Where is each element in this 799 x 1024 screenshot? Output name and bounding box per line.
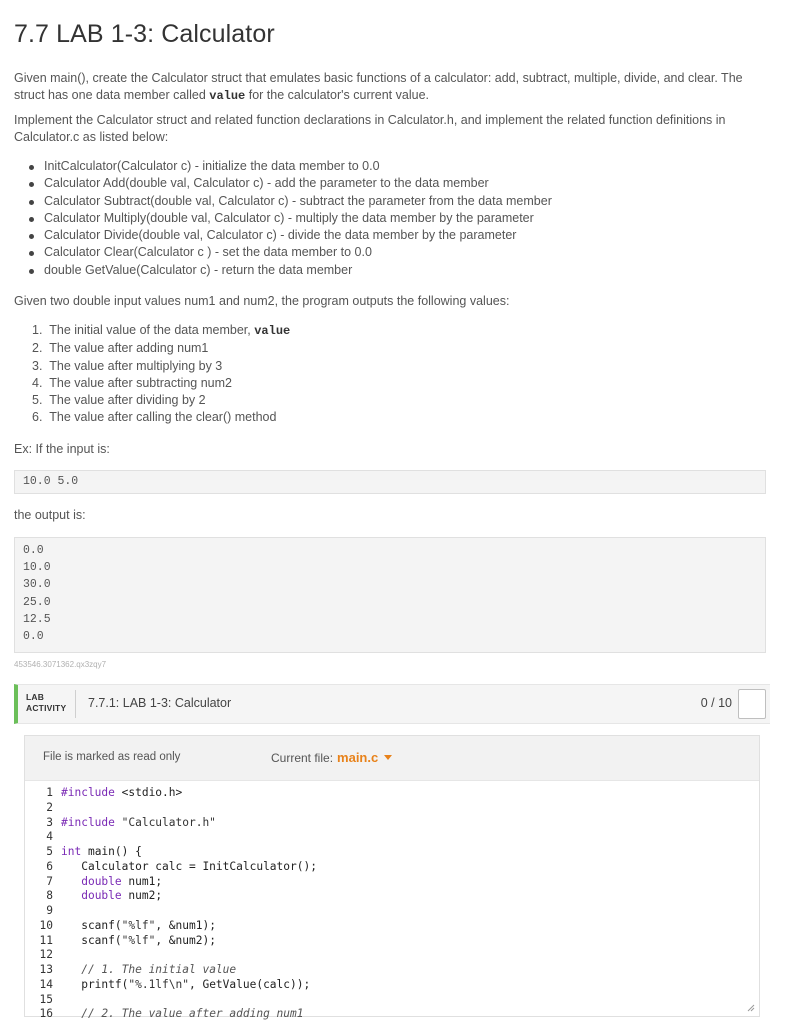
output-item: 4. The value after subtracting num2 [32, 375, 232, 390]
code-token: scanf( [61, 918, 122, 932]
output-item: 1. The initial value of the data member, value [32, 323, 291, 338]
code-line [33, 919, 753, 934]
code-token: double [81, 889, 122, 903]
line-number: 5 [46, 845, 53, 858]
output-line: 0.0 [23, 544, 44, 557]
function-item: double GetValue(Calculator c) - return the data member [44, 262, 784, 279]
code-editor [24, 735, 760, 1021]
code-area[interactable] [33, 786, 753, 1021]
line-number: 8 [46, 889, 53, 903]
code-token: <stdio.h> [114, 786, 183, 799]
code-line [33, 801, 753, 816]
line-number: 1 [46, 786, 53, 799]
editor-toolbar [25, 736, 759, 781]
line-number: 16 [39, 1007, 53, 1021]
code-line [33, 860, 753, 875]
output-item: 6. The value after calling the clear() method [32, 410, 277, 425]
current-file-selector[interactable] [271, 750, 392, 765]
code-token: main() { [81, 845, 142, 858]
line-number: 4 [46, 830, 53, 844]
output-line: 0.0 [23, 629, 44, 643]
code-token: // 1. The initial value [81, 963, 237, 976]
code-token: num1; [121, 874, 163, 888]
function-item: Calculator Subtract(double val, Calculator c) - subtract the parameter from the data member [44, 193, 784, 210]
code-token: #include [61, 786, 115, 799]
line-number: 6 [46, 859, 53, 873]
completion-checkbox [738, 689, 766, 719]
lab-title: 7.7.1: LAB 1-3: Calculator [88, 696, 232, 710]
line-number: 13 [39, 963, 53, 976]
tracking-id: 453546.3071362.qx3zqy7 [14, 660, 107, 669]
code-line [33, 889, 753, 904]
code-line [33, 1007, 753, 1022]
code-line [33, 978, 753, 993]
line-number: 15 [39, 992, 53, 1006]
code-token: , &num2); [155, 933, 216, 947]
output-line: 10.0 [23, 561, 51, 575]
function-item: Calculator Divide(double val, Calculator c) - divide the data member by the parameter [44, 227, 784, 244]
code-line [33, 845, 753, 860]
line-number: 12 [39, 948, 53, 962]
code-token: num2; [121, 889, 163, 903]
example-output-label: the output is: [14, 508, 86, 522]
code-token: scanf( [61, 933, 122, 947]
intro-text-b: for the calculator's current value. [245, 88, 429, 102]
code-line [33, 934, 753, 949]
code-token: int [61, 845, 82, 858]
example-input-box [14, 470, 766, 494]
code-token: , &num1); [155, 918, 216, 932]
code-line [33, 830, 753, 845]
current-file-label: Current file: [271, 751, 334, 765]
example-output-box [14, 537, 766, 653]
code-line [33, 963, 753, 978]
line-number: 2 [46, 800, 53, 814]
code-token: double [81, 874, 122, 888]
intro-paragraph-1 [14, 70, 774, 105]
output-item: 5. The value after dividing by 2 [32, 393, 206, 408]
code-line [33, 816, 753, 831]
code-token [61, 1007, 81, 1020]
output-line: 25.0 [23, 595, 51, 609]
lab-activity-header [14, 684, 770, 724]
code-token: "Calculator.h" [114, 815, 216, 829]
code-token: #include [61, 815, 115, 829]
example-input-text: 10.0 5.0 [23, 475, 79, 488]
function-item: Calculator Add(double val, Calculator c) - add the parameter to the data member [44, 175, 784, 192]
function-list [14, 158, 784, 279]
intro-text-a: Given main(), create the Calculator struct that emulates basic functions of a calculator: add, subtract, multiple, divide, and clear. The struct has one data member called [14, 71, 743, 102]
code-token: printf( [61, 977, 129, 991]
code-line [33, 993, 753, 1008]
code-line [33, 875, 753, 890]
example-input-label: Ex: If the input is: [14, 442, 110, 456]
code-token: "%.1lf\n" [128, 977, 189, 991]
code-token: "%lf" [121, 918, 156, 932]
function-item: Calculator Multiply(double val, Calculator c) - multiply the data member by the parameter [44, 210, 784, 227]
code-line [33, 904, 753, 919]
outputs-list [14, 322, 772, 427]
intro-paragraph-2: Implement the Calculator struct and related function declarations in Calculator.h, and implement the related function definitions in Calculator.c as listed below: [14, 113, 726, 144]
code-token [61, 889, 81, 902]
resize-handle-icon[interactable] [747, 1004, 755, 1012]
read-only-notice: File is marked as read only [43, 751, 181, 763]
line-number: 3 [46, 815, 53, 829]
lab-score: 0 / 10 [700, 696, 732, 710]
line-number: 9 [46, 904, 53, 917]
lab-activity-tag: LAB ACTIVITY [26, 692, 67, 713]
line-number: 7 [46, 874, 53, 888]
output-item: 3. The value after multiplying by 3 [32, 358, 223, 373]
output-line: 30.0 [23, 578, 51, 592]
code-line [33, 786, 753, 801]
code-token: Calculator calc = InitCalculator(); [61, 859, 317, 873]
code-token: // 2. The value after adding num1 [81, 1007, 304, 1021]
code-line [33, 948, 753, 963]
current-file-name[interactable]: main.c [337, 750, 379, 765]
output-line: 12.5 [23, 612, 51, 626]
chevron-down-icon[interactable] [384, 755, 392, 760]
code-token: "%lf" [121, 933, 156, 947]
code-token: , GetValue(calc)); [188, 977, 311, 991]
line-number: 10 [39, 918, 53, 932]
outputs-intro: Given two double input values num1 and num2, the program outputs the following values: [14, 294, 510, 308]
function-item: InitCalculator(Calculator c) - initialize the data member to 0.0 [44, 158, 784, 175]
intro-code-value: value [209, 89, 246, 103]
function-item: Calculator Clear(Calculator c ) - set the data member to 0.0 [44, 244, 784, 261]
line-number: 11 [39, 933, 53, 947]
code-token [61, 875, 81, 888]
code-token [61, 963, 81, 976]
line-number: 14 [39, 977, 53, 991]
page-title: 7.7 LAB 1-3: Calculator [14, 20, 275, 48]
divider [75, 690, 76, 718]
output-item: 2. The value after adding num1 [32, 341, 209, 356]
